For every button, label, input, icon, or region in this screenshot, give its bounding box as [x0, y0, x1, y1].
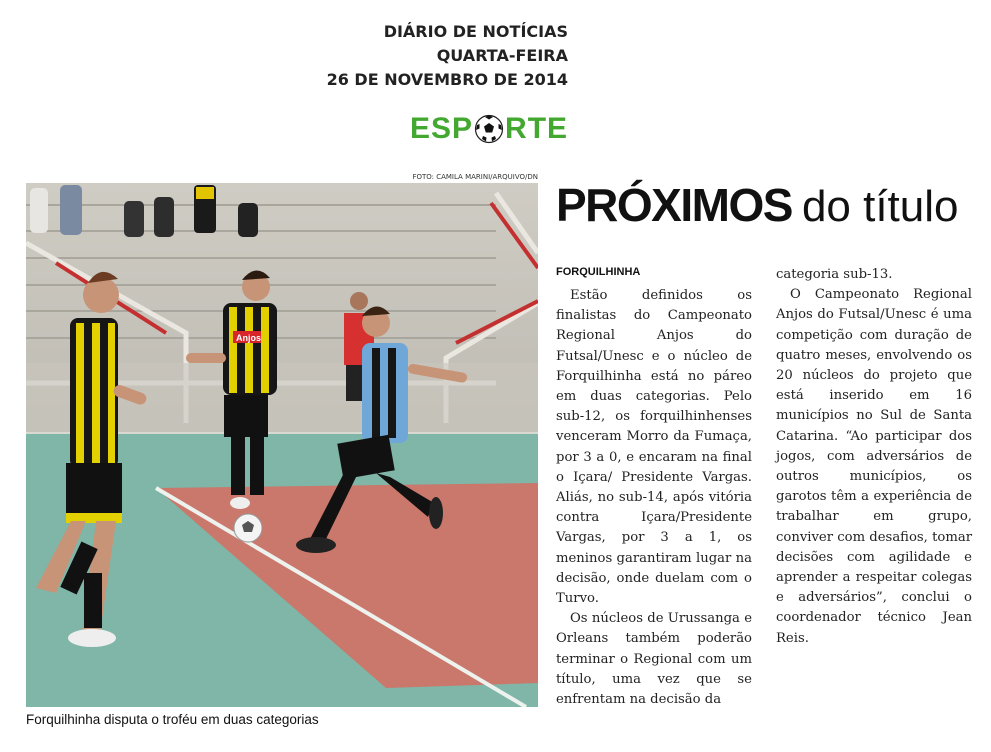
- article-column-1: [556, 265, 752, 710]
- article-paragraph-2: Os núcleos de Urussanga e Orleans também poderão terminar o Regional com um título, uma vez que se enfrentam na decisão da: [556, 611, 752, 708]
- newspaper-name: DIÁRIO DE NOTÍCIAS: [383, 22, 568, 41]
- weekday: QUARTA-FEIRA: [436, 46, 568, 65]
- article-column-2: [776, 265, 972, 649]
- headline: [556, 178, 959, 232]
- section-label-part-2: RTE: [505, 112, 569, 145]
- jersey-text: Anjos: [236, 333, 262, 343]
- article-kicker: FORQUILHINHA: [556, 266, 641, 278]
- headline-light: do título: [801, 182, 959, 231]
- masthead: [300, 20, 568, 92]
- article-paragraph-1: Estão definidos os finalistas do Campeonato Regional Anjos do Futsal/Unesc e o núcleo de Forquilhinha está no páreo em duas categorias. Pelo sub-12, os forquilhinhenses venceram Morro da Fumaça, por 3 a 0, e encaram na final o Içara/ Presidente Vargas. Aliás, no sub-14, após vitória contra Içara/Presidente Vargas, por 3 a 1, os meninos garantiram lugar na decisão, onde duelam com o Turvo.: [556, 288, 752, 607]
- section-label-part-1: ESP: [410, 112, 474, 145]
- article-paragraph-2-continued: categoria sub-13.: [776, 267, 893, 282]
- section-label: [410, 112, 568, 146]
- futsal-photo: [26, 183, 538, 707]
- soccer-ball-icon: [474, 114, 504, 144]
- article-paragraph-3: O Campeonato Regional Anjos do Futsal/Unesc é uma competição com duração de quatro meses, envolvendo os 20 núcleos do projeto que está inserido em 16 municípios no Sul de Santa Catarina. “Ao participar dos jogos, com adversários de outros municípios, os garotos têm a experiência de trabalhar em grupo, conviver com desafios, tomar decisões com agilidade e aprender a respeitar colegas e adversários”, conclui o coordenador técnico Jean Reis.: [776, 287, 972, 646]
- issue-date: 26 DE NOVEMBRO DE 2014: [326, 70, 568, 89]
- headline-bold: PRÓXIMOS: [556, 179, 792, 231]
- photo-caption: Forquilhinha disputa o troféu em duas categorias: [26, 712, 319, 727]
- photo-credit: FOTO: CAMILA MARINI/ARQUIVO/DN: [412, 173, 538, 181]
